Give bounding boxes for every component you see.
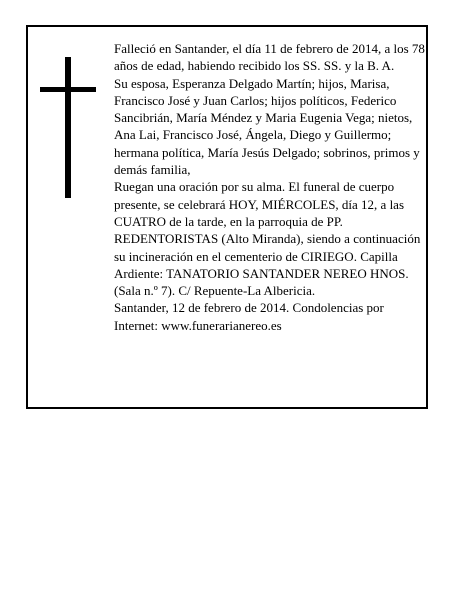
cross-vertical-bar [65, 57, 71, 198]
cross-icon [40, 57, 96, 198]
funeral-details: Ruegan una oración por su alma. El funeral de cuerpo presente, se celebrará HOY, MIÉRCOLES, día 12, a las CUATRO de la tarde, en la parroquia de PP. REDENTORISTAS (Alto Miranda), siendo a continuación su incineración en el cementerio de CIRIEGO. Capilla Ardiente: TANATORIO SANTANDER NEREO HNOS. (Sala n.º 7). C/ Repuente-La Albericia. [114, 179, 421, 299]
date-and-condolences: Santander, 12 de febrero de 2014. Condolencias por Internet: www.funerarianereo.es [114, 300, 384, 333]
obituary-text [114, 40, 426, 334]
death-announcement: Falleció en Santander, el día 11 de febrero de 2014, a los 78 años de edad, habiendo recibido los SS. SS. y la B. A. [114, 41, 425, 74]
family-list: Su esposa, Esperanza Delgado Martín; hijos, Marisa, Francisco José y Juan Carlos; hijos políticos, Federico Sancibrián, María Méndez y Maria Eugenia Vega; nietos, Ana Lai, Francisco José, Ángela, Diego y Guillermo; hermana política, María Jesús Delgado; sobrinos, primos y demás familia, [114, 75, 420, 178]
cross-horizontal-bar [40, 87, 96, 92]
obituary-notice [26, 25, 428, 409]
